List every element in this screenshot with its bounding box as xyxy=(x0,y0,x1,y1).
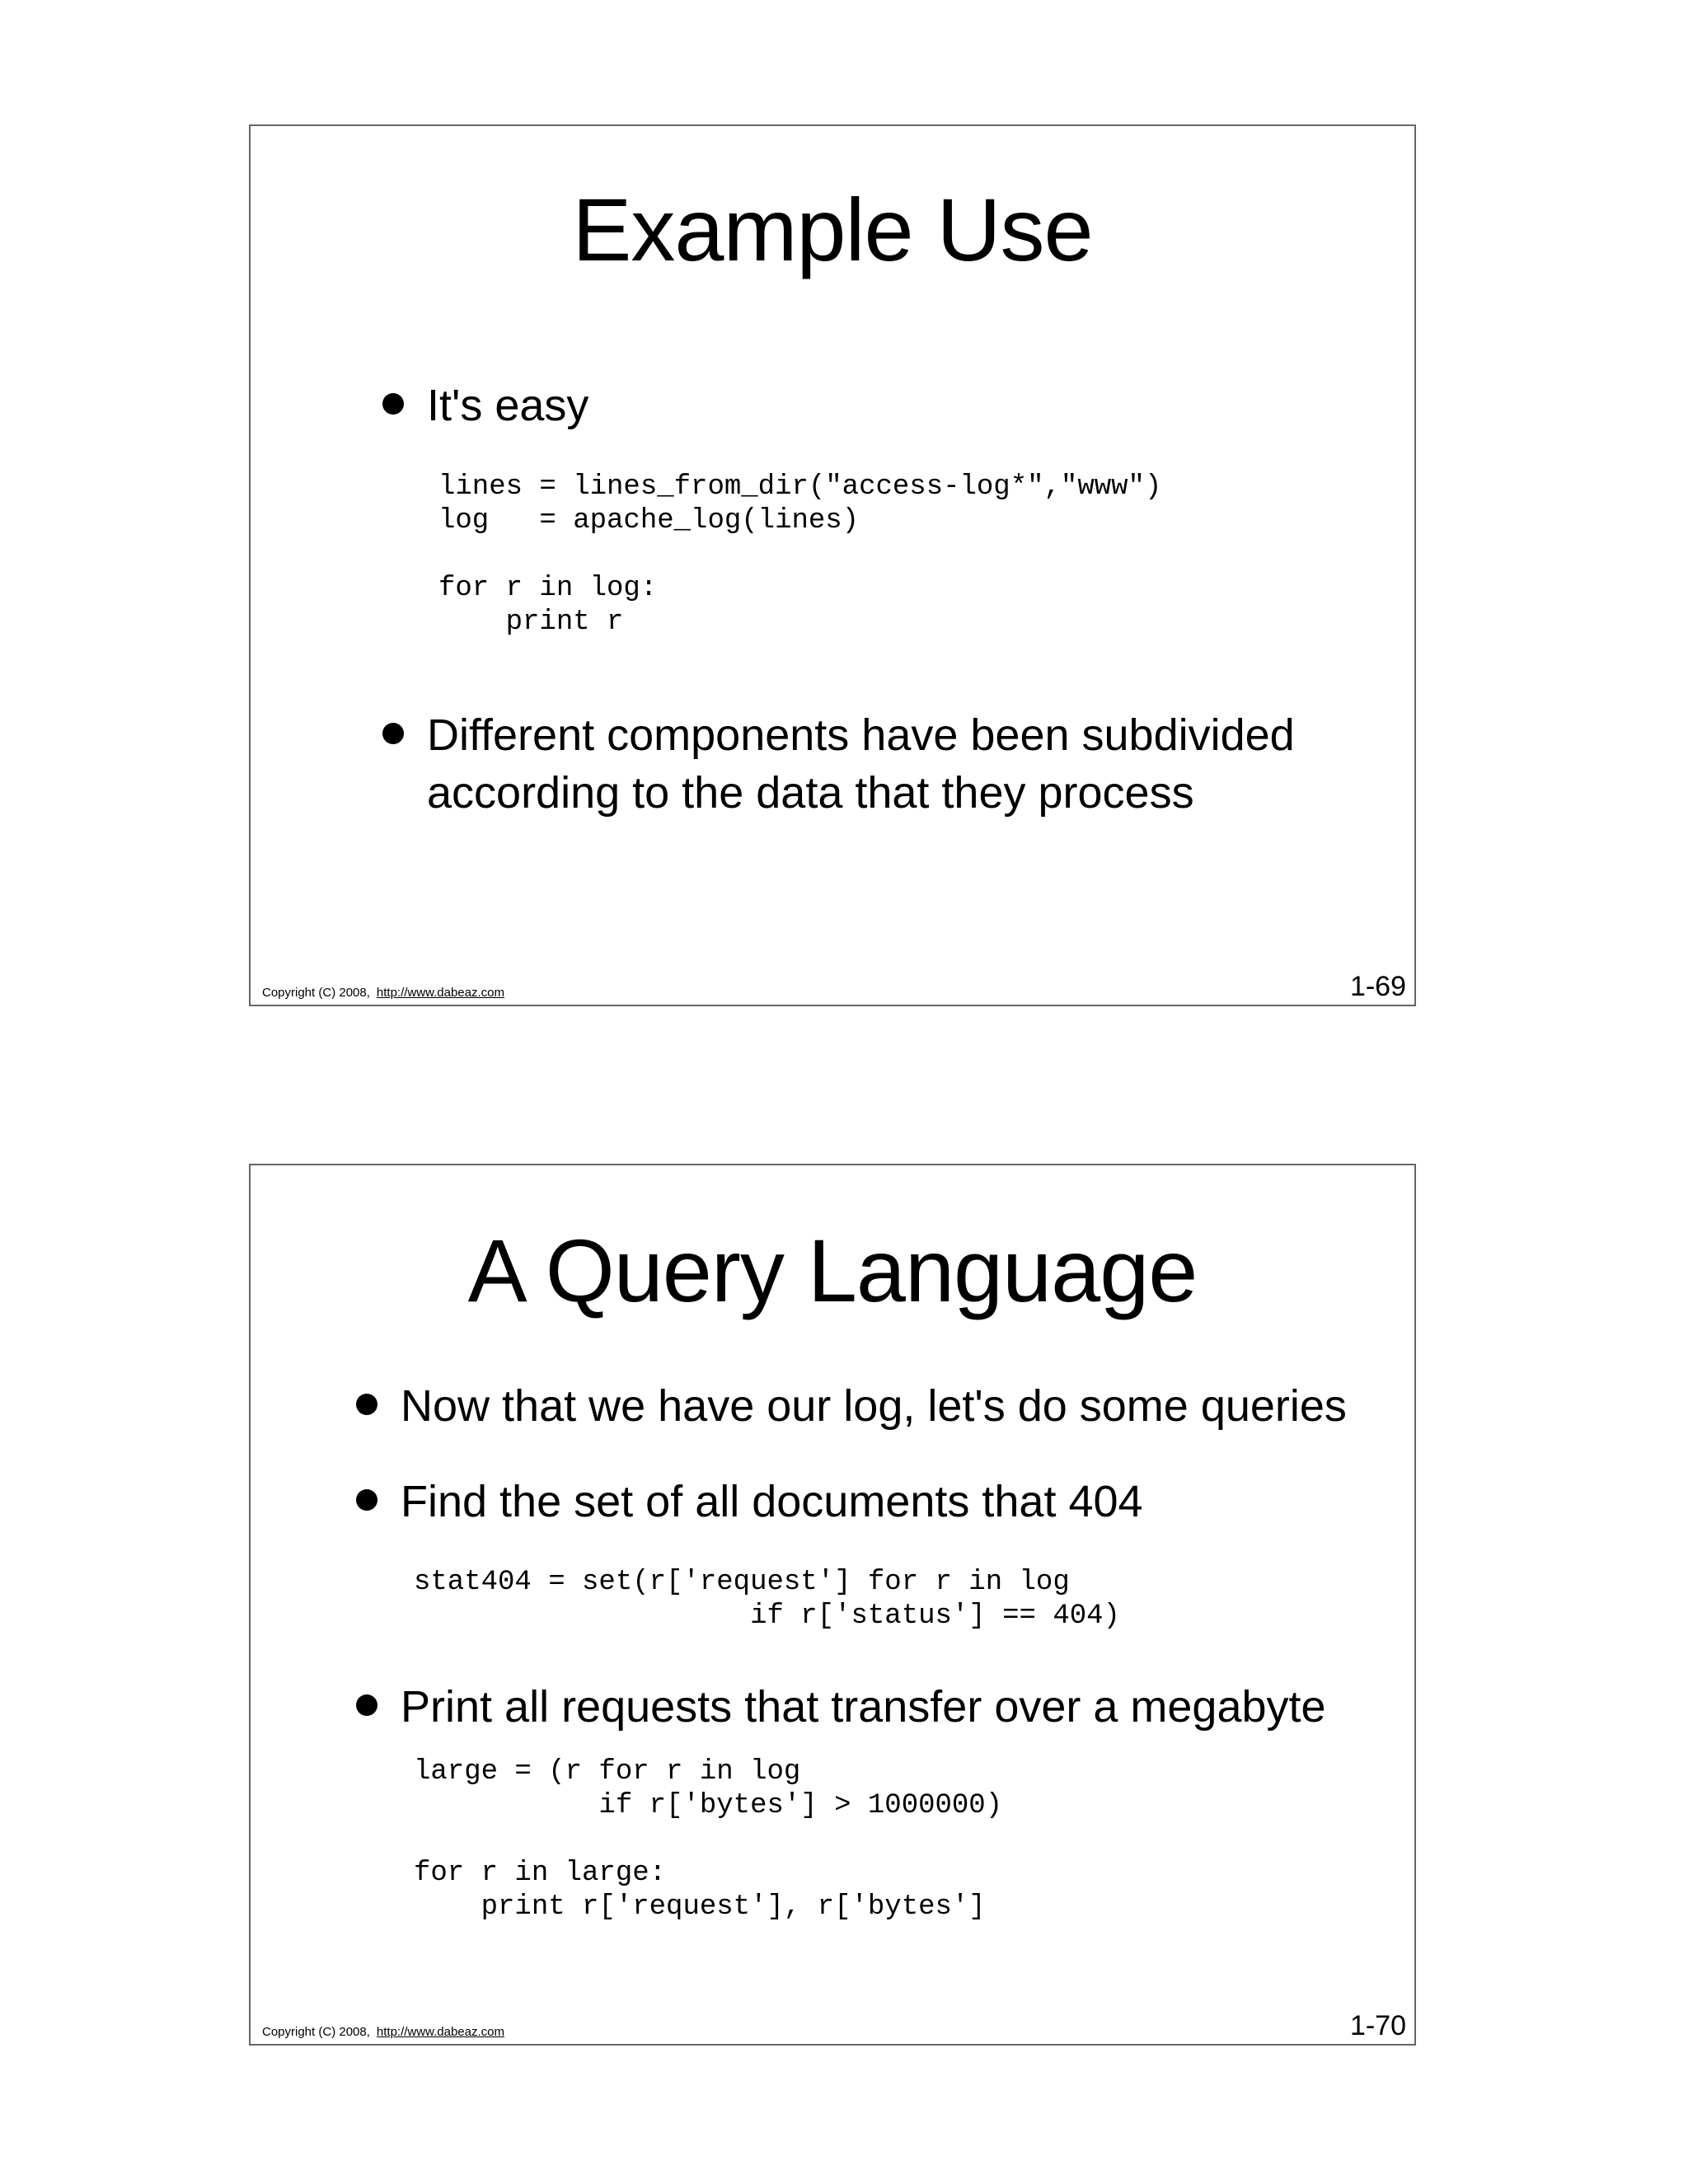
slide-footer xyxy=(262,2025,504,2039)
code-line: lines = lines_from_dir("access-log*","www") xyxy=(438,471,1162,503)
copyright-text: Copyright (C) 2008, xyxy=(262,2025,370,2039)
code-line: large = (r for r in log xyxy=(414,1756,801,1788)
bullet-icon xyxy=(356,1394,377,1415)
code-line: for r in log: xyxy=(438,573,658,604)
code-line: print r xyxy=(438,607,624,638)
bullet-text: It's easy xyxy=(427,381,589,430)
page-number: 1-69 xyxy=(1349,971,1406,1002)
code-block xyxy=(414,1566,1120,1633)
code-line: log = apache_log(lines) xyxy=(438,505,860,537)
code-line: for r in large: xyxy=(414,1858,667,1889)
code-line-blank xyxy=(438,538,1161,572)
bullet-item xyxy=(427,706,1334,822)
slide-1-69 xyxy=(249,124,1416,1006)
bullet-icon xyxy=(382,723,404,744)
code-line-blank xyxy=(414,1823,1002,1857)
website-link[interactable]: http://www.dabeaz.com xyxy=(376,2025,504,2039)
code-line: if r['bytes'] > 1000000) xyxy=(414,1790,1003,1821)
code-line: stat404 = set(r['request'] for r in log xyxy=(414,1567,1070,1598)
bullet-icon xyxy=(356,1694,377,1716)
bullet-item xyxy=(401,1678,1326,1736)
bullet-item xyxy=(401,1377,1347,1435)
bullet-item xyxy=(427,377,588,434)
slide-1-70 xyxy=(249,1164,1416,2046)
bullet-item xyxy=(401,1473,1143,1530)
code-block xyxy=(414,1755,1002,1924)
copyright-text: Copyright (C) 2008, xyxy=(262,986,370,1000)
bullet-text: Find the set of all documents that 404 xyxy=(401,1477,1143,1526)
code-block xyxy=(438,471,1161,640)
bullet-icon xyxy=(382,393,404,415)
bullet-text: Now that we have our log, let's do some queries xyxy=(401,1381,1347,1431)
website-link[interactable]: http://www.dabeaz.com xyxy=(376,986,504,1000)
code-line: print r['request'], r['bytes'] xyxy=(414,1891,986,1923)
bullet-icon xyxy=(356,1489,377,1511)
page-number: 1-70 xyxy=(1349,2010,1406,2041)
code-line: if r['status'] == 404) xyxy=(414,1601,1120,1632)
bullet-text: Print all requests that transfer over a megabyte xyxy=(401,1682,1326,1732)
slide-title: Example Use xyxy=(572,180,1093,279)
slide-footer xyxy=(262,986,504,1000)
slide-title: A Query Language xyxy=(467,1221,1198,1320)
bullet-text: Different components have been subdivided according to the data that they process xyxy=(427,710,1295,818)
